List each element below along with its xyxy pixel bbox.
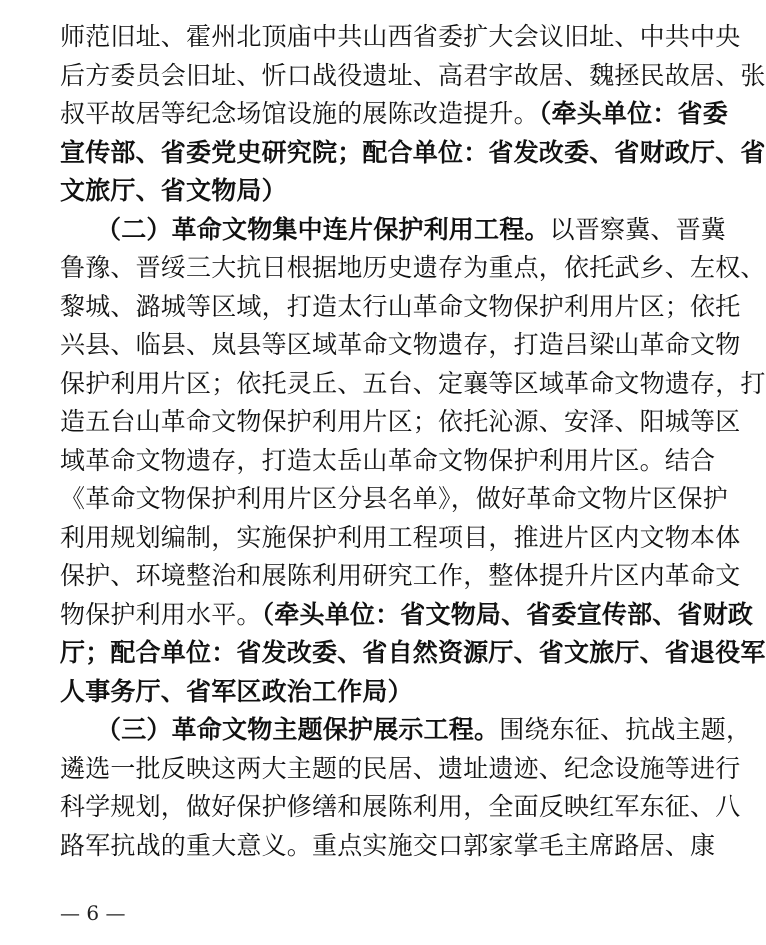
text-line (60, 484, 728, 514)
text-line (60, 407, 741, 437)
bold-text-run: 文旅厅、省文物局） (60, 176, 287, 205)
text-line (60, 677, 650, 707)
text-run: 后方委员会旧址、忻口战役遗址、高君宇故居、魏拯民故居、张 (60, 60, 766, 90)
text-line (60, 561, 741, 591)
text-run: 鲁豫、晋绥三大抗日根据地历史遗存为重点，依托武乡、左权、 (60, 253, 766, 282)
page-number: — 6 — (60, 901, 126, 925)
text-line (60, 291, 741, 322)
text-line (60, 522, 741, 553)
bold-text-run: 人事务厅、省军区政治工作局） (60, 676, 413, 706)
text-run: 兴县、临县、岚县等区域革命文物遗存，打造吕梁山革命文物 (60, 330, 741, 359)
text-run: 叔平故居等纪念场馆设施的展陈改造提升。 (60, 99, 539, 128)
text-run: 保护、环境整治和展陈利用研究工作，整体提升片区内革命文 (60, 561, 741, 590)
text-line (96, 715, 752, 745)
text-run: 造五台山革命文物保护利用片区；依托沁源、安泽、阳城等区 (60, 407, 741, 436)
bold-text-run: （牵头单位：省委 (538, 99, 728, 128)
text-line (60, 753, 741, 784)
text-run: 《革命文物保护利用片区分县名单》，做好革命文物片区保护 (60, 484, 728, 513)
text-line (60, 830, 716, 861)
text-run: 保护利用片区；依托灵丘、五台、定襄等区域革命文物遗存，打 (60, 368, 766, 398)
text-line (60, 330, 741, 360)
bold-text-run: （二）革命文物集中连片保护利用工程。 (96, 214, 550, 244)
text-run: 以晋察冀、晋冀 (549, 214, 727, 244)
text-line (60, 368, 766, 399)
bold-text-run: （三）革命文物主题保护展示工程。 (96, 715, 500, 744)
text-line (60, 22, 741, 52)
bold-text-run: 宣传部、省委党史研究院；配合单位：省发改委、省财政厅、省 (60, 137, 766, 167)
text-line (60, 176, 650, 206)
text-run: 域革命文物遗存，打造太岳山革命文物保护利用片区。结合 (60, 445, 716, 475)
text-line (60, 792, 741, 822)
text-run: 围绕东征、抗战主题， (499, 715, 752, 744)
text-line (60, 638, 766, 668)
text-line (60, 99, 728, 129)
text-run: 遴选一批反映这两大主题的民居、遗址遗迹、纪念设施等进行 (60, 753, 741, 783)
text-run: 物保护利用水平。 (60, 599, 262, 629)
text-run: 科学规划，做好保护修缮和展陈利用，全面反映红军东征、八 (60, 792, 741, 821)
bold-text-run: （牵头单位：省文物局、省委宣传部、省财政 (261, 599, 754, 629)
text-line (60, 445, 716, 476)
text-line (96, 214, 727, 245)
text-line (60, 137, 766, 168)
text-run: 路军抗战的重大意义。重点实施交口郭家掌毛主席路居、康 (60, 830, 716, 860)
text-line (60, 60, 766, 91)
text-line (60, 599, 754, 630)
text-run: 利用规划编制，实施保护利用工程项目，推进片区内文物本体 (60, 522, 741, 552)
bold-text-run: 厅；配合单位：省发改委、省自然资源厅、省文旅厅、省退役军 (60, 638, 766, 667)
text-line (60, 253, 766, 283)
text-run: 师范旧址、霍州北顶庙中共山西省委扩大会议旧址、中共中央 (60, 22, 741, 51)
text-run: 黎城、潞城等区域，打造太行山革命文物保护利用片区；依托 (60, 291, 741, 321)
